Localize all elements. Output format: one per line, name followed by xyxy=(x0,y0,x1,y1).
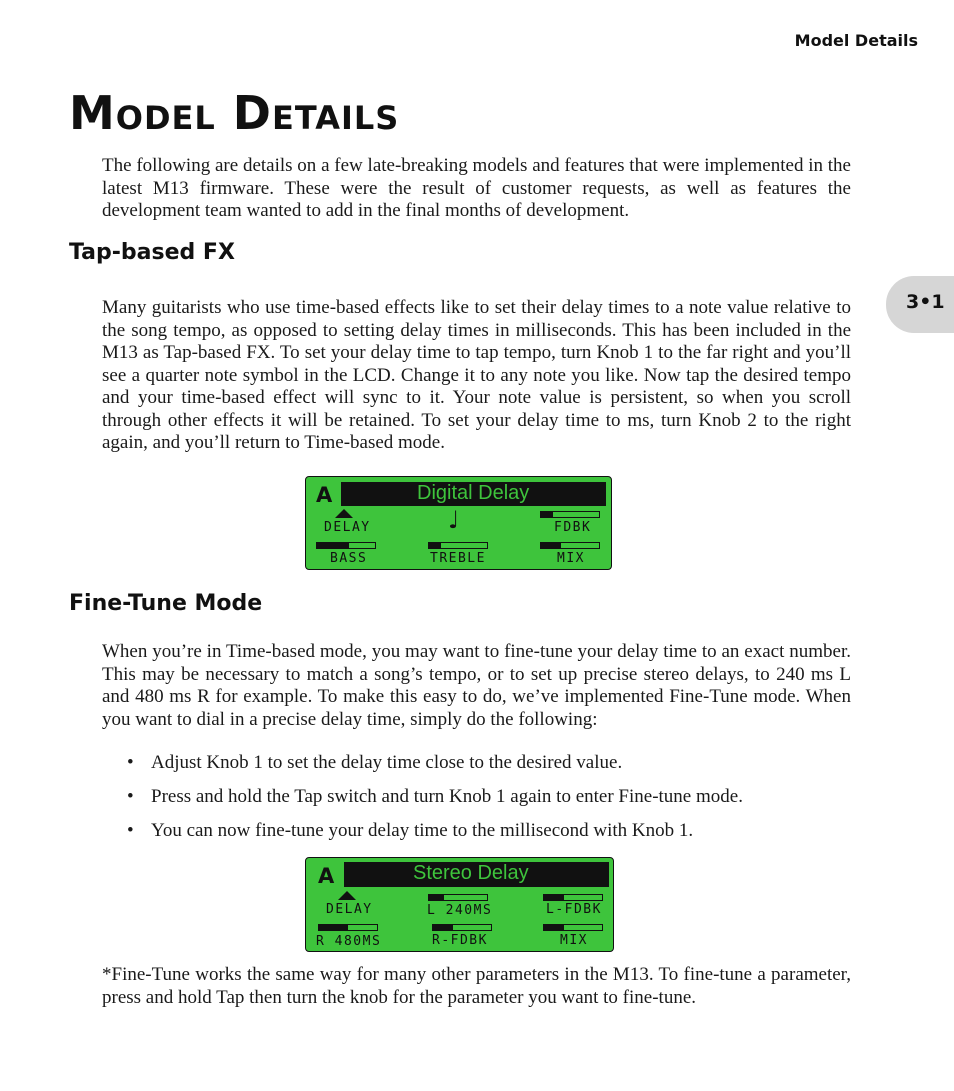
bullet-icon: • xyxy=(127,820,134,841)
lcd-bar-fill xyxy=(541,543,561,548)
page-number-tab xyxy=(886,276,954,333)
lcd-display-stereo-delay xyxy=(305,857,614,952)
lcd-channel-letter: A xyxy=(318,864,335,888)
fine-tune-mode-paragraph: When you’re in Time-based mode, you may want to fine-tune your delay time to an exact number. This may be necessary to match a song’s tempo, or to set up precise stereo delays, to 240 ms L and 480 ms R for example. To make this easy to do, we’ve implemented Fine-Tune mode. When you want to dial in a precise delay time, simply do the following: xyxy=(102,641,851,730)
lcd-bar-r-time xyxy=(318,924,378,931)
bullet-icon: • xyxy=(127,786,134,807)
list-item xyxy=(127,752,743,786)
lcd-bar-fill xyxy=(317,543,349,548)
lcd-label-delay: DELAY xyxy=(324,520,371,535)
lcd-bar-fdbk xyxy=(540,511,600,518)
page-number: 3•1 xyxy=(906,291,945,313)
list-item-text: Adjust Knob 1 to set the delay time close to the desired value. xyxy=(151,752,623,773)
lcd-effect-name: Digital Delay xyxy=(417,482,530,504)
footnote-paragraph: *Fine-Tune works the same way for many other parameters in the M13. To fine-tune a parameter, press and hold Tap then turn the knob for the parameter you want to fine-tune. xyxy=(102,964,851,1008)
lcd-label-treble: TREBLE xyxy=(430,551,486,566)
list-item-text: Press and hold the Tap switch and turn Knob 1 again to enter Fine-tune mode. xyxy=(151,786,743,807)
lcd-bar-fill xyxy=(429,895,444,900)
lcd-label-mix: MIX xyxy=(557,551,585,566)
lcd-channel-letter: A xyxy=(316,483,333,507)
list-item xyxy=(127,786,743,820)
lcd-effect-name: Stereo Delay xyxy=(413,862,529,884)
lcd-bar-fill xyxy=(319,925,348,930)
lcd-bar-mix xyxy=(543,924,603,931)
lcd-title-bar xyxy=(341,482,606,506)
intro-paragraph: The following are details on a few late-breaking models and features that were implemented in the latest M13 firmware. These were the result of customer requests, as well as features the development team wanted to add in the final months of development. xyxy=(102,155,851,221)
lcd-label-fdbk: FDBK xyxy=(554,520,592,535)
lcd-title-bar xyxy=(344,862,609,887)
lcd-bar-mix xyxy=(540,542,600,549)
lcd-label-mix: MIX xyxy=(560,933,588,948)
lcd-label-r-fdbk: R-FDBK xyxy=(432,933,488,948)
list-item-text: You can now fine-tune your delay time to the millisecond with Knob 1. xyxy=(151,820,694,841)
fine-tune-steps-list xyxy=(127,752,743,854)
lcd-label-r-time: R 480MS xyxy=(316,934,382,949)
lcd-bar-fill xyxy=(541,512,553,517)
section-heading-tap-based-fx: Tap-based FX xyxy=(69,240,235,265)
lcd-bar-fill xyxy=(433,925,453,930)
lcd-bar-l-time xyxy=(428,894,488,901)
lcd-label-delay: DELAY xyxy=(326,902,373,917)
lcd-label-l-fdbk: L-FDBK xyxy=(546,902,602,917)
lcd-bar-fill xyxy=(544,895,564,900)
lcd-selection-arrow-icon xyxy=(338,891,356,900)
list-item xyxy=(127,820,743,854)
bullet-icon: • xyxy=(127,752,134,773)
lcd-bar-fill xyxy=(544,925,564,930)
lcd-display-digital-delay xyxy=(305,476,612,570)
lcd-bar-treble xyxy=(428,542,488,549)
tap-based-fx-paragraph: Many guitarists who use time-based effects like to set their delay times to a note value relative to the song tempo, as opposed to setting delay times in milliseconds. This has been included in the M13 as Tap-based FX. To set your delay time to tap tempo, turn Knob 1 to the far right and you’ll see a quarter note symbol in the LCD. Change it to any note you like. Now tap the desired tempo and your time-based effect will sync to it. Your note value is persistent, so when you scroll through other effects it will be retained. To set your delay time to ms, turn Knob 2 to the right again, and you’ll return to Time-based mode. xyxy=(102,297,851,453)
lcd-bar-fill xyxy=(429,543,441,548)
lcd-label-bass: BASS xyxy=(330,551,368,566)
lcd-selection-arrow-icon xyxy=(335,509,353,518)
lcd-bar-l-fdbk xyxy=(543,894,603,901)
lcd-bar-bass xyxy=(316,542,376,549)
section-heading-fine-tune-mode: Fine-Tune Mode xyxy=(69,591,263,616)
running-head: Model Details xyxy=(794,31,918,50)
lcd-bar-r-fdbk xyxy=(432,924,492,931)
lcd-label-l-time: L 240MS xyxy=(427,903,493,918)
quarter-note-icon: ♩ xyxy=(448,506,460,534)
page-title: Model Details xyxy=(69,86,400,140)
